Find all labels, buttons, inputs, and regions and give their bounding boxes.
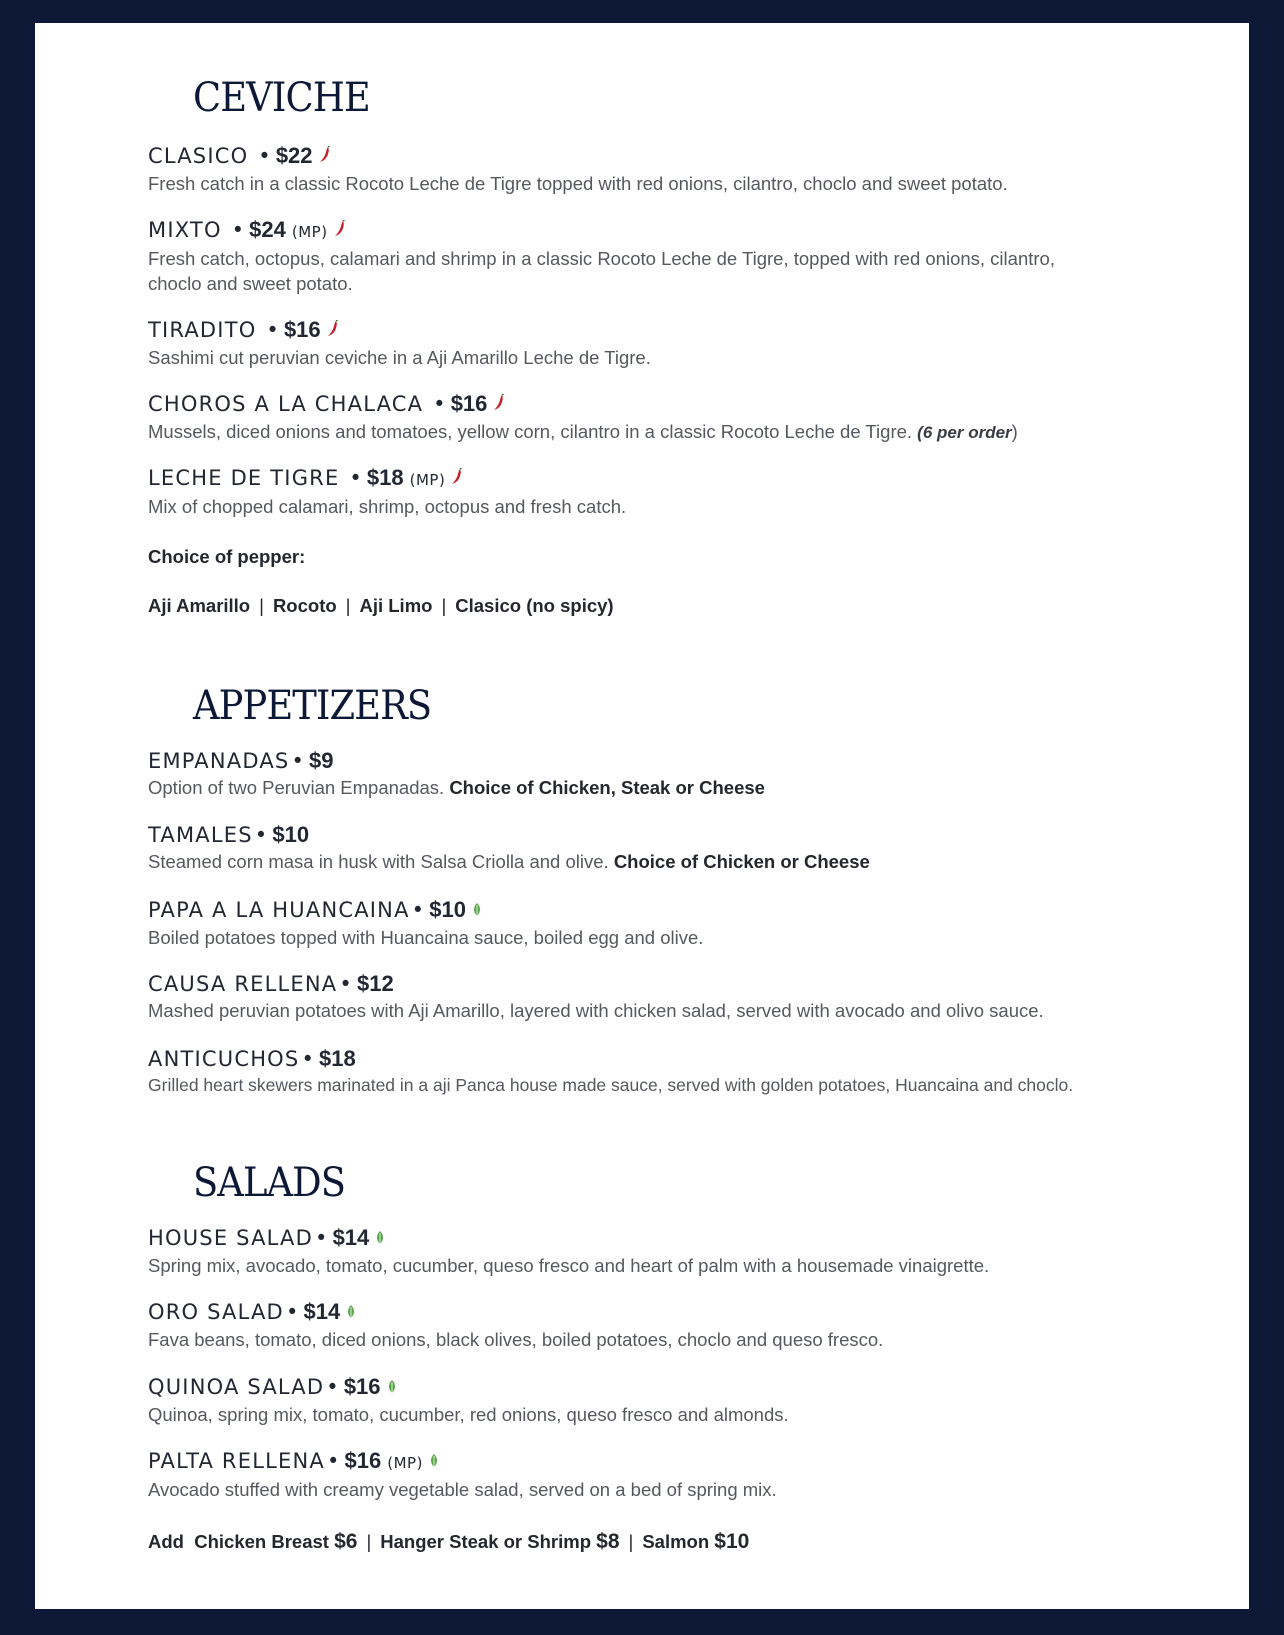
item-description: Fresh catch, octopus, calamari and shrimp in a classic Rocoto Leche de Tigre, topped with red onions, cilantro, choclo and sweet potato. (148, 248, 1055, 294)
market-price-label: (MP) (409, 471, 446, 489)
item-choice: Choice of Chicken or Cheese (613, 851, 870, 872)
item-description: Avocado stuffed with creamy vegetable salad, served on a bed of spring mix. (148, 1479, 777, 1500)
addon-label: Add Chicken Breast (148, 1531, 329, 1552)
menu-item: ANTICUCHOS• $18 Grilled heart skewers marinated in a aji Panca house made sauce, served with golden potatoes, Huancaina and choclo. (148, 1046, 1228, 1098)
item-description-text: Option of two Peruvian Empanadas. (148, 777, 445, 798)
menu-page (35, 23, 1249, 1609)
item-price: $16 (283, 317, 321, 342)
item-price: $16 (343, 1374, 381, 1399)
item-name: LECHE DE TIGRE (148, 466, 340, 490)
leaf-icon (472, 898, 482, 924)
item-price: $18 (319, 1046, 356, 1071)
market-price-label: (MP) (387, 1454, 423, 1472)
item-name: CLASICO (148, 144, 249, 168)
menu-item: EMPANADAS• $9 Option of two Peruvian Empanadas. Choice of Chicken, Steak or Cheese (148, 748, 1228, 800)
menu-item: MIXTO • $24 (MP) Fresh catch, octopus, calamari and shrimp in a classic Rocoto Leche de Tigre, topped with red onions, cilantro, choclo and sweet potato. (148, 217, 1228, 296)
item-price: $18 (366, 465, 404, 490)
leaf-icon (346, 1300, 356, 1326)
menu-item: LECHE DE TIGRE • $18 (MP) Mix of chopped calamari, shrimp, octopus and fresh catch. (148, 465, 1228, 519)
item-description: Boiled potatoes topped with Huancaina sauce, boiled egg and olive. (148, 927, 704, 948)
chili-pepper-icon (334, 218, 346, 244)
item-name: ANTICUCHOS (148, 1047, 300, 1071)
item-name: MIXTO (148, 218, 222, 242)
item-description: Mashed peruvian potatoes with Aji Amarillo, layered with chicken salad, served with avocado and olivo sauce. (148, 1000, 1044, 1021)
chili-pepper-icon (319, 144, 331, 170)
item-price: $9 (309, 748, 334, 773)
item-description: Sashimi cut peruvian ceviche in a Aji Amarillo Leche de Tigre. (148, 347, 651, 368)
item-name: TIRADITO (148, 318, 257, 342)
item-name: PAPA A LA HUANCAINA (148, 898, 410, 922)
menu-item: ORO SALAD• $14 Fava beans, tomato, diced onions, black olives, boiled potatoes, choclo and queso fresco. (148, 1299, 1228, 1352)
item-name: EMPANADAS (148, 749, 290, 773)
order-note-close: ) (1011, 421, 1018, 442)
menu-item: CAUSA RELLENA• $12 Mashed peruvian potatoes with Aji Amarillo, layered with chicken salad, served with avocado and olivo sauce. (148, 971, 1228, 1023)
item-description: Spring mix, avocado, tomato, cucumber, queso fresco and heart of palm with a housemade vinaigrette. (148, 1255, 990, 1276)
market-price-label: (MP) (291, 223, 328, 241)
item-name: TAMALES (148, 823, 253, 847)
section-title-salads: SALADS (193, 1160, 346, 1206)
item-price: $14 (303, 1299, 341, 1324)
menu-item: CHOROS A LA CHALACA • $16 Mussels, diced onions and tomatoes, yellow corn, cilantro in a classic Rocoto Leche de Tigre. (6 per order) (148, 391, 1228, 445)
item-name: PALTA RELLENA (148, 1449, 325, 1473)
salad-addons: Add Chicken Breast $6 | Hanger Steak or Shrimp $8 | Salmon $10 (148, 1530, 750, 1553)
item-price: $12 (356, 971, 394, 996)
item-description: Fava beans, tomato, diced onions, black olives, boiled potatoes, choclo and queso fresco. (148, 1329, 884, 1350)
chili-pepper-icon (327, 318, 339, 344)
item-price: $10 (429, 897, 466, 922)
item-choice: Choice of Chicken, Steak or Cheese (449, 777, 765, 798)
pepper-option: Clasico (no spicy) (455, 595, 614, 616)
item-price: $16 (450, 391, 488, 416)
item-description: Quinoa, spring mix, tomato, cucumber, red onions, queso fresco and almonds. (148, 1404, 789, 1425)
section-title-ceviche: CEVICHE (193, 75, 370, 121)
addon-label: Hanger Steak or Shrimp (380, 1531, 592, 1552)
item-description (148, 775, 1228, 800)
addon-price: $8 (596, 1530, 620, 1553)
item-description: Grilled heart skewers marinated in a aji Panca house made sauce, served with golden potatoes, Huancaina and choclo. (148, 1075, 1074, 1095)
item-name: CHOROS A LA CHALACA (148, 392, 424, 416)
addon-price: $6 (334, 1530, 358, 1553)
menu-item: QUINOA SALAD• $16 Quinoa, spring mix, tomato, cucumber, red onions, queso fresco and almonds. (148, 1374, 1228, 1427)
item-name: CAUSA RELLENA (148, 972, 338, 996)
menu-item: PAPA A LA HUANCAINA• $10 Boiled potatoes topped with Huancaina sauce, boiled egg and olive. (148, 897, 1228, 950)
menu-item: TIRADITO • $16 Sashimi cut peruvian ceviche in a Aji Amarillo Leche de Tigre. (148, 317, 1228, 370)
menu-item: PALTA RELLENA• $16 (MP) Avocado stuffed with creamy vegetable salad, served on a bed of spring mix. (148, 1448, 1228, 1502)
item-name: ORO SALAD (148, 1300, 284, 1324)
order-note: (6 per order (917, 423, 1012, 442)
chili-pepper-icon (493, 392, 505, 418)
item-name: QUINOA SALAD (148, 1375, 325, 1399)
pepper-option: Aji Amarillo (148, 595, 251, 616)
menu-item: CLASICO • $22 Fresh catch in a classic Rocoto Leche de Tigre topped with red onions, cilantro, choclo and sweet potato. (148, 143, 1228, 196)
leaf-icon (429, 1449, 439, 1475)
item-price: $24 (249, 217, 286, 242)
item-price: $14 (332, 1225, 370, 1250)
chili-pepper-icon (451, 466, 463, 492)
leaf-icon (375, 1226, 385, 1252)
item-description: Mix of chopped calamari, shrimp, octopus and fresh catch. (148, 496, 627, 517)
item-description-text: Steamed corn masa in husk with Salsa Criolla and olive. (148, 851, 609, 872)
item-price: $16 (344, 1448, 382, 1473)
pepper-choice-label: Choice of pepper: (148, 546, 306, 567)
item-price: $22 (275, 143, 313, 168)
item-name: HOUSE SALAD (148, 1226, 313, 1250)
item-price: $10 (272, 822, 310, 847)
item-description: Fresh catch in a classic Rocoto Leche de Tigre topped with red onions, cilantro, choclo and sweet potato. (148, 173, 1008, 194)
addon-price: $10 (714, 1530, 750, 1553)
leaf-icon (387, 1375, 397, 1401)
pepper-options: Aji Amarillo | Rocoto | Aji Limo | Clasico (no spicy) (148, 595, 614, 616)
item-description (148, 419, 1228, 445)
pepper-option: Rocoto (272, 595, 337, 616)
item-description-text: Mussels, diced onions and tomatoes, yellow corn, cilantro in a classic Rocoto Leche de Tigre. (148, 421, 913, 442)
item-description (148, 849, 1228, 874)
pepper-option: Aji Limo (359, 595, 433, 616)
section-title-appetizers: APPETIZERS (193, 683, 432, 729)
menu-item: HOUSE SALAD• $14 Spring mix, avocado, tomato, cucumber, queso fresco and heart of palm with a housemade vinaigrette. (148, 1225, 1228, 1278)
menu-item: TAMALES• $10 Steamed corn masa in husk with Salsa Criolla and olive. Choice of Chicken or Cheese (148, 822, 1228, 874)
addon-label: Salmon (642, 1531, 710, 1552)
